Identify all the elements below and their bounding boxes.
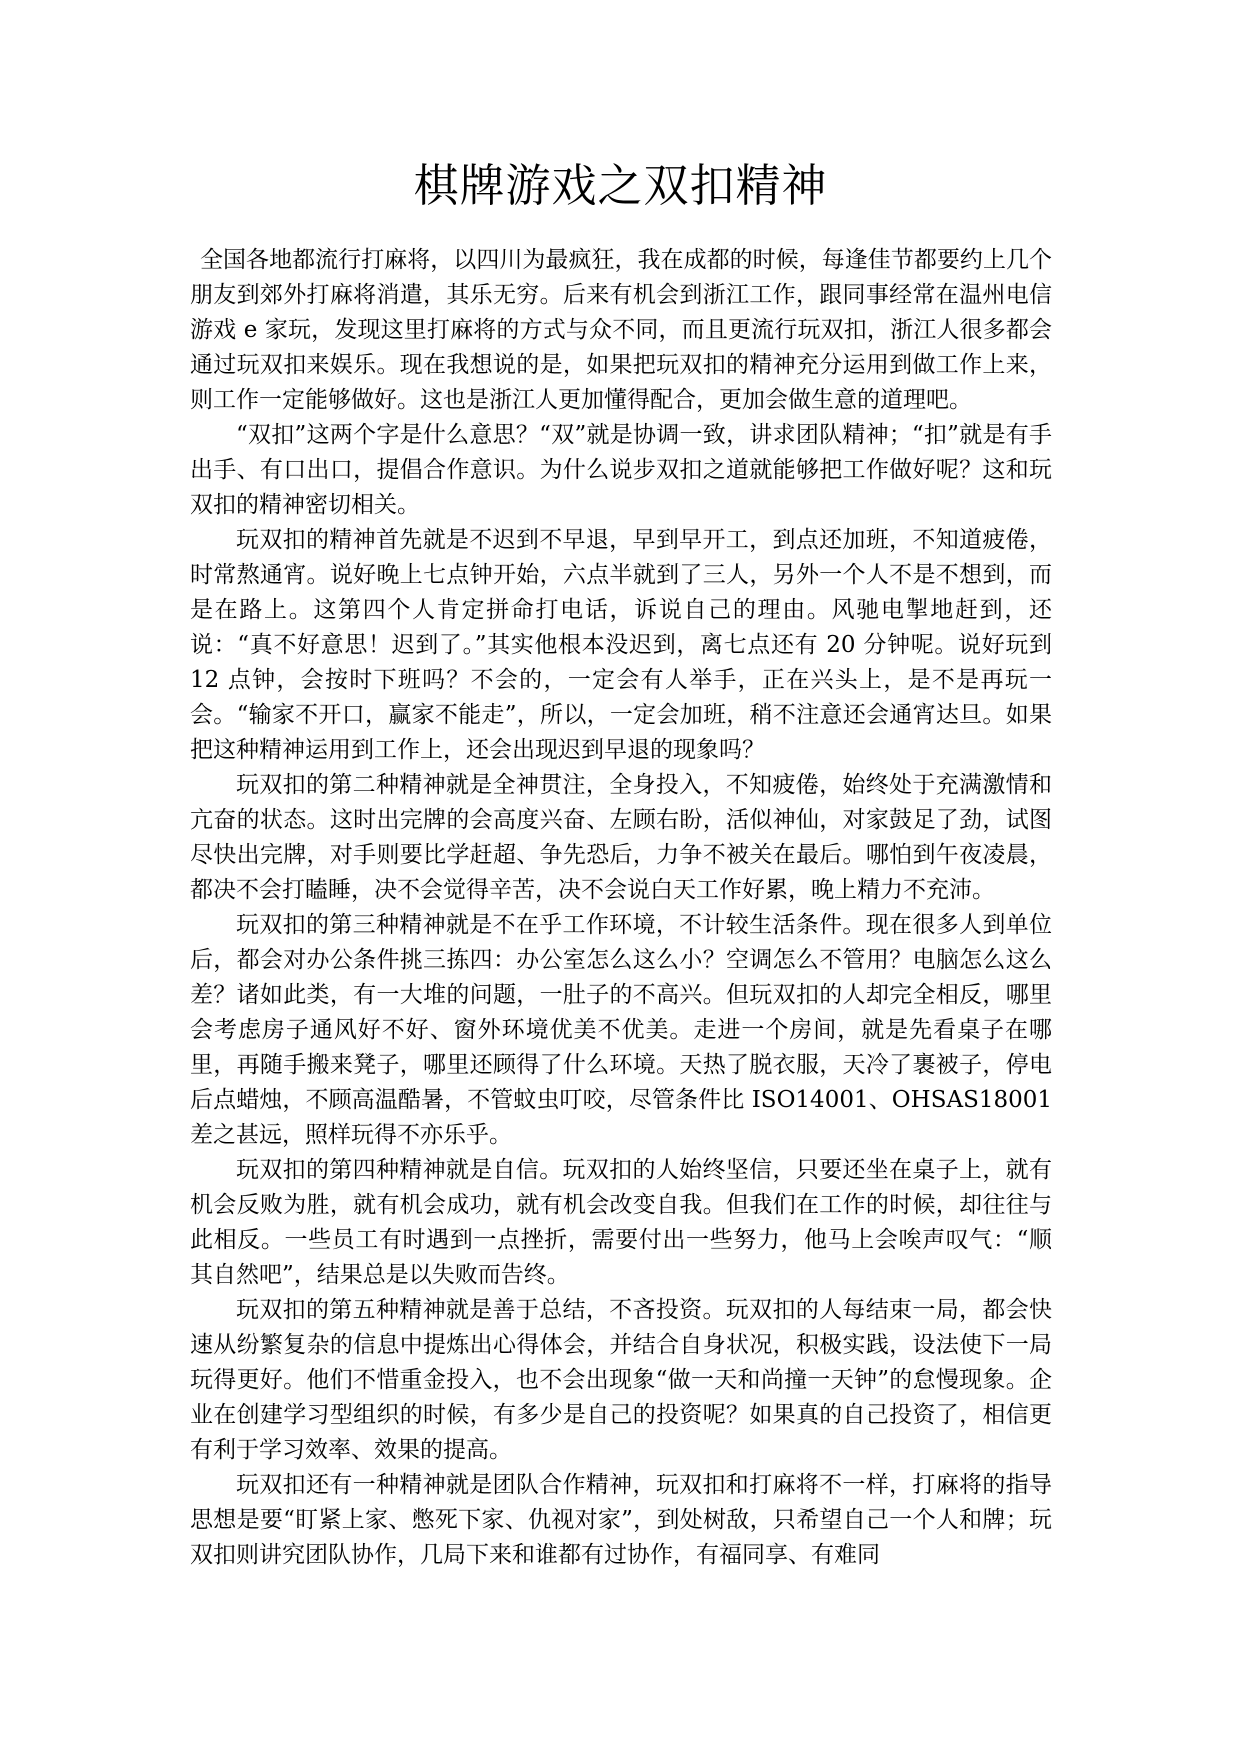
paragraph-5: 玩双扣的第三种精神就是不在乎工作环境，不计较生活条件。现在很多人到单位后，都会对办公条件挑三拣四：办公室怎么这么小？空调怎么不管用？电脑怎么这么差？诸如此类，有一大堆的问题，一肚子的不高兴。但玩双扣的人却完全相反，哪里会考虑房子通风好不好、窗外环境优美不优美。走进一个房间，就是先看桌子在哪里，再随手搬来凳子，哪里还顾得了什么环境。天热了脱衣服，天冷了裹被子，停电后点蜡烛，不顾高温酷暑，不管蚊虫叮咬，尽管条件比 ISO14001、OHSAS18001 差之甚远，照样玩得不亦乐乎。 [190,912,1052,1148]
paragraph-4: 玩双扣的第二种精神就是全神贯注，全身投入，不知疲倦，始终处于充满激情和亢奋的状态。这时出完牌的会高度兴奋、左顾右盼，活似神仙，对家鼓足了劲，试图尽快出完牌，对手则要比学赶超、争先恐后，力争不被关在最后。哪怕到午夜凌晨，都决不会打瞌睡，决不会觉得辛苦，决不会说白天工作好累，晚上精力不充沛。 [190,772,1052,903]
paragraph-3: 玩双扣的精神首先就是不迟到不早退，早到早开工，到点还加班，不知道疲倦，时常熬通宵。说好晚上七点钟开始，六点半就到了三人，另外一个人不是不想到，而是在路上。这第四个人肯定拼命打电话，诉说自己的理由。风驰电掣地赶到，还说：“真不好意思！迟到了。”其实他根本没迟到，离七点还有 20 分钟呢。说好玩到 12 点钟，会按时下班吗？不会的，一定会有人举手，正在兴头上，是不是再玩一会。“输家不开口，赢家不能走”，所以，一定会加班，稍不注意还会通宵达旦。如果把这种精神运用到工作上，还会出现迟到早退的现象吗？ [190,527,1052,763]
paragraph-7: 玩双扣的第五种精神就是善于总结，不吝投资。玩双扣的人每结束一局，都会快速从纷繁复杂的信息中提炼出心得体会，并结合自身状况，积极实践，设法使下一局玩得更好。他们不惜重金投入，也不会出现象“做一天和尚撞一天钟”的怠慢现象。企业在创建学习型组织的时候，有多少是自己的投资呢？如果真的自己投资了，相信更有利于学习效率、效果的提高。 [190,1297,1052,1463]
document-title: 棋牌游戏之双扣精神 [413,159,828,212]
paragraph-1: 全国各地都流行打麻将，以四川为最疯狂，我在成都的时候，每逢佳节都要约上几个朋友到郊外打麻将消遣，其乐无穷。后来有机会到浙江工作，跟同事经常在温州电信游戏 e 家玩，发现这里打麻将的方式与众不同，而且更流行玩双扣，浙江人很多都会通过玩双扣来娱乐。现在我想说的是，如果把玩双扣的精神充分运用到做工作上来，则工作一定能够做好。这也是浙江人更加懂得配合，更加会做生意的道理吧。 [190,247,1052,413]
paragraph-6: 玩双扣的第四种精神就是自信。玩双扣的人始终坚信，只要还坐在桌子上，就有机会反败为胜，就有机会成功，就有机会改变自我。但我们在工作的时候，却往往与此相反。一些员工有时遇到一点挫折，需要付出一些努力，他马上会唉声叹气：“顺其自然吧”，结果总是以失败而告终。 [190,1157,1052,1288]
paragraph-2: “双扣”这两个字是什么意思？“双”就是协调一致，讲求团队精神；“扣”就是有手出手、有口出口，提倡合作意识。为什么说步双扣之道就能够把工作做好呢？这和玩双扣的精神密切相关。 [190,422,1052,518]
document-body [190,243,1052,1573]
paragraph-8: 玩双扣还有一种精神就是团队合作精神，玩双扣和打麻将不一样，打麻将的指导思想是要“盯紧上家、憋死下家、仇视对家”，到处树敌，只希望自己一个人和牌；玩双扣则讲究团队协作，几局下来和谁都有过协作，有福同享、有难同 [190,1472,1052,1568]
